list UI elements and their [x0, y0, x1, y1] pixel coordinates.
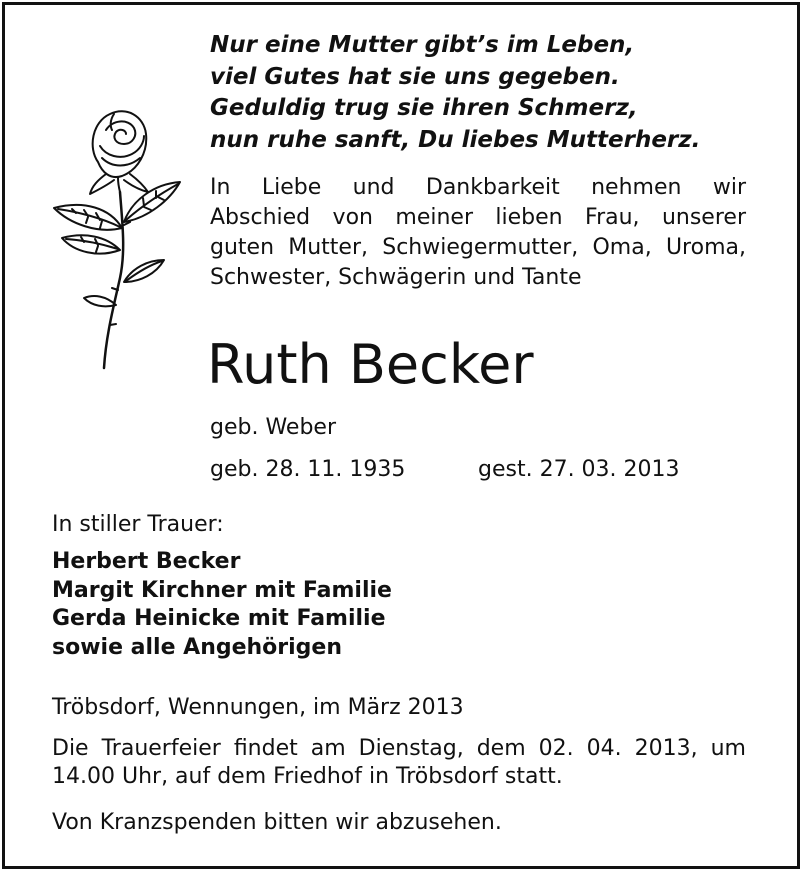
intro-line: In Liebe und Dankbarkeit nehmen wir — [210, 175, 746, 200]
mourning-heading: In stiller Trauer: — [52, 512, 224, 537]
intro-text — [210, 173, 746, 293]
rose-icon — [40, 100, 190, 375]
mourner-name: Herbert Becker — [52, 549, 241, 574]
intro-line: guten Mutter, Schwiegermutter, Oma, Uroma, — [210, 235, 746, 260]
mourners-list — [52, 548, 392, 662]
death-date: gest. 27. 03. 2013 — [478, 457, 680, 482]
birth-date: geb. 28. 11. 1935 — [210, 457, 406, 482]
mourner-name: sowie alle Angehörigen — [52, 634, 343, 660]
mourner-name: Margit Kirchner mit Familie — [52, 577, 392, 603]
poem — [210, 30, 700, 156]
flowers-note: Von Kranzspenden bitten wir abzusehen. — [52, 810, 502, 835]
deceased-name: Ruth Becker — [207, 333, 534, 396]
place-date: Tröbsdorf, Wennungen, im März 2013 — [52, 695, 464, 720]
poem-line: Nur eine Mutter gibt’s im Leben, — [210, 32, 635, 58]
intro-line: Abschied von meiner lieben Frau, unserer — [210, 205, 746, 230]
poem-line: nun ruhe sanft, Du liebes Mutterherz. — [210, 126, 701, 153]
funeral-line: Die Trauerfeier findet am Dienstag, dem 02. 04. 2013, um — [52, 736, 746, 761]
poem-line: Geduldig trug sie ihren Schmerz, — [210, 95, 638, 121]
funeral-info — [52, 735, 746, 791]
maiden-name: geb. Weber — [210, 415, 336, 440]
mourner-name: Gerda Heinicke mit Familie — [52, 606, 386, 631]
poem-line: viel Gutes hat sie uns gegeben. — [210, 63, 620, 90]
intro-line: Schwester, Schwägerin und Tante — [210, 265, 582, 290]
funeral-line: 14.00 Uhr, auf dem Friedhof in Tröbsdorf statt. — [52, 764, 563, 789]
